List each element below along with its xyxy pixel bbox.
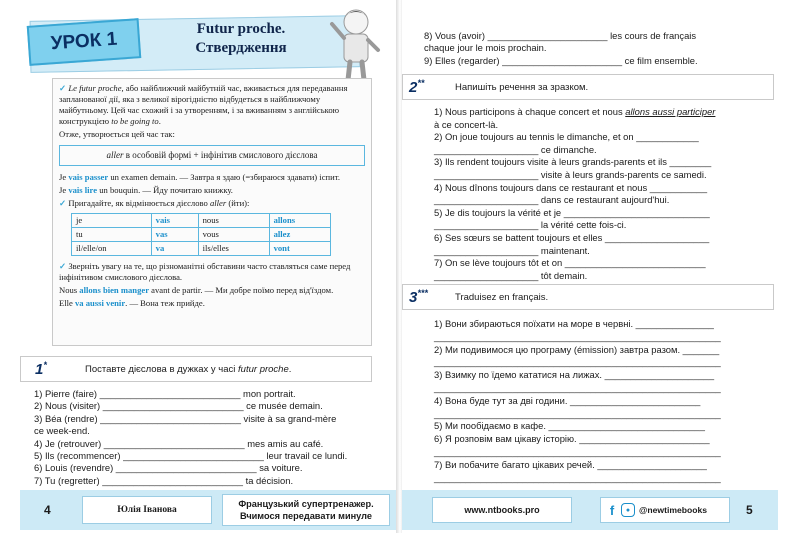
task-instruction: Traduisez en français. — [455, 291, 549, 303]
list-item: 4) Вона буде тут за дві години. _________________________ — [434, 394, 701, 406]
list-item: 3) Ils rendent toujours visite à leurs grands-parents et ils ________ — [434, 156, 712, 168]
list-item: _______________________________________________________ — [434, 356, 721, 368]
list-item: à ce concert-là. — [434, 118, 499, 130]
list-item: 5) Je dis toujours la vérité et je ____________________________ — [434, 206, 710, 218]
list-item: 5) Ми пообідаємо в кафе. ______________________________ — [434, 420, 705, 432]
table-row: tu vas vous allez — [72, 228, 331, 242]
list-item: 1) Pierre (faire) ___________________________ mon portrait. — [34, 388, 296, 399]
list-item: 6) Я розповім вам цікаву історію. _________________________ — [434, 433, 710, 445]
page-number: 5 — [746, 503, 753, 517]
instagram-icon[interactable]: ● — [621, 503, 635, 517]
task-3-header — [402, 284, 774, 310]
check-icon: ✓ — [59, 261, 67, 271]
list-item: 4) Nous dînons toujours dans ce restaurant et nous ___________ — [434, 181, 708, 193]
book-title-box: Французький супертренажер. Вчимося передавати минуле — [222, 494, 390, 526]
task-instruction: Поставте дієслова в дужках у часі futur proche. — [85, 363, 292, 375]
page-title — [176, 20, 306, 58]
task-1-continued — [424, 30, 784, 67]
list-item: 5) Ils (recommencer) ___________________________ leur travail ce lundi. — [34, 450, 348, 462]
task-2-header — [402, 74, 774, 100]
list-item: chaque jour le mois prochain. — [424, 42, 547, 54]
task-1-header — [20, 356, 372, 382]
task-1-lines — [34, 388, 374, 487]
theory-intro: ✓ Le futur proche, або найближчий майбутній час, вживається для передавання запланованої дії, яка з великої вірогідністю відбудеться в найближчому майбутньому. Цей час схожий і за утворенням, і за вживанням з англійською конструкцією to be going to. — [59, 83, 348, 126]
title-line-1: Futur proche. — [196, 21, 286, 37]
example-1: Je vais passer un examen demain. — Завтра я здаю (=збираюся здавати) іспит. — [59, 172, 340, 182]
social-box: f ● @newtimebooks — [600, 497, 730, 523]
list-item: ____________________ tôt demain. — [434, 269, 588, 281]
table-row: il/elle/on va ils/elles vont — [72, 242, 331, 256]
list-item: ____________________ la vérité cette fois-ci. — [434, 219, 627, 231]
list-item: ____________________ visite à leurs grands-parents ce samedi. — [434, 168, 707, 180]
list-item: ____________________ dans ce restaurant aujourd'hui. — [434, 194, 670, 206]
theory-box — [52, 78, 372, 346]
list-item: 9) Elles (regarder) _______________________ ce film ensemble. — [424, 54, 698, 66]
example-2: Je vais lire un bouquin. — Йду почитаю книжку. — [59, 185, 233, 195]
task-2-lines — [434, 106, 784, 282]
list-item: 3) Взимку по їдемо кататися на лижах. _____________________ — [434, 369, 715, 381]
task-number: 1* — [35, 360, 47, 378]
table-row: je vais nous allons — [72, 214, 331, 228]
list-item: ce week-end. — [34, 425, 90, 437]
task-instruction: Напишіть речення за зразком. — [455, 81, 589, 93]
list-item: _______________________________________________________ — [434, 330, 721, 342]
task-number: 3*** — [409, 288, 428, 306]
list-item: 3) Béa (rendre) ___________________________ visite à sa grand-mère — [34, 412, 337, 424]
task-3-lines — [434, 318, 784, 484]
theory-note: ✓ Зверніть увагу на те, що різноманітні обставини часто ставляться саме перед інфінітивом смислового дієслова. — [59, 261, 351, 282]
list-item: 2) Nous (visiter) ___________________________ ce musée demain. — [34, 400, 323, 412]
theory-how-formed: Отже, утворюється цей час так: — [59, 129, 175, 139]
conjugation-intro: ✓ Пригадайте, як відмінюється дієслово aller (йти): — [59, 198, 250, 208]
formula-box: aller в особовій формі + інфінітив смислового дієслова — [59, 145, 365, 166]
list-item: 4) Je (retrouver) ___________________________ mes amis au café. — [34, 437, 324, 449]
list-item: 2) On joue toujours au tennis le dimanche, et on ____________ — [434, 131, 699, 143]
example-4: Elle va aussi venir. — Вона теж прийде. — [59, 298, 205, 308]
list-item: 7) On se lève toujours tôt et on ___________________________ — [434, 257, 706, 269]
list-item: 2) Ми подивимося цю програму (émission) завтра разом. _______ — [434, 343, 720, 355]
lesson-badge: УРОК 1 — [27, 18, 142, 66]
title-line-2: Ствердження — [195, 40, 287, 56]
check-icon: ✓ — [59, 83, 67, 93]
list-item: _______________________________________________________ — [434, 445, 721, 457]
example-3: Nous allons bien manger avant de partir. — Ми добре поїмо перед від'їздом. — [59, 285, 334, 295]
list-item: 1) Nous participons à chaque concert et nous allons aussi participer — [434, 106, 716, 117]
check-icon: ✓ — [59, 198, 67, 208]
website-box: www.ntbooks.pro — [432, 497, 572, 523]
list-item: ____________________ maintenant. — [434, 244, 590, 256]
page-number: 4 — [44, 503, 51, 517]
mascot-icon — [328, 6, 384, 84]
list-item: 6) Ses sœurs se battent toujours et elles ____________________ — [434, 231, 710, 243]
list-item: _______________________________________________________ — [434, 407, 721, 419]
list-item: 7) Ви побачите багато цікавих речей. _____________________ — [434, 458, 707, 470]
left-page — [0, 0, 398, 533]
list-item: 8) Vous (avoir) _______________________ les cours de français — [424, 30, 697, 41]
list-item: 7) Tu (regretter) ___________________________ ta décision. — [34, 474, 294, 486]
list-item: _______________________________________________________ — [434, 381, 721, 393]
list-item: _______________________________________________________ — [434, 471, 721, 483]
right-page — [402, 0, 800, 533]
list-item: ____________________ ce dimanche. — [434, 143, 597, 155]
list-item: 1) Вони збираються поїхати на море в червні. _______________ — [434, 318, 714, 329]
author-box: Юлія Іванова — [82, 496, 212, 524]
facebook-icon[interactable]: f — [609, 502, 615, 518]
conjugation-table — [71, 213, 331, 256]
list-item: 6) Louis (revendre) ___________________________ sa voiture. — [34, 462, 303, 474]
task-number: 2** — [409, 78, 425, 96]
